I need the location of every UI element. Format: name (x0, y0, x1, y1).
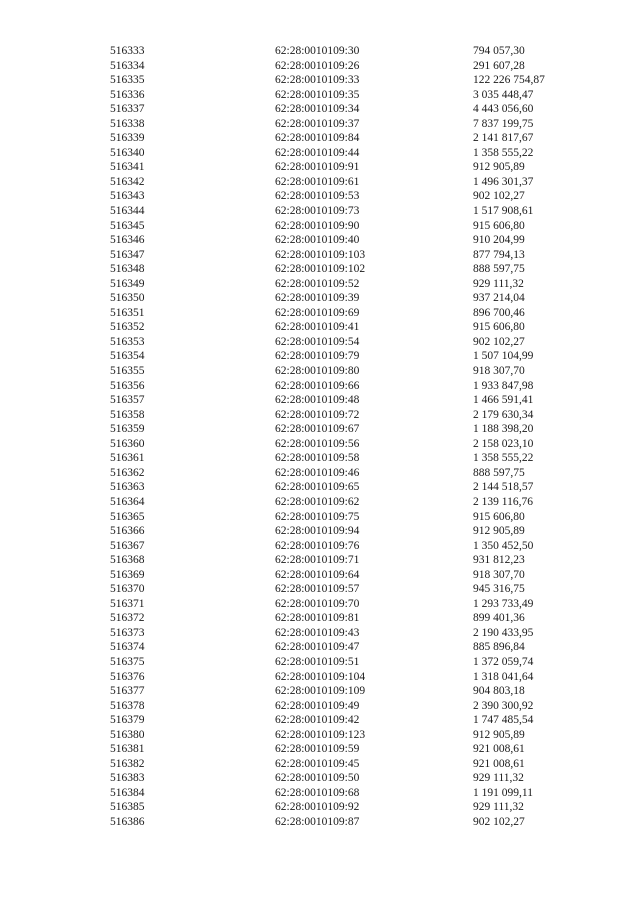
row-number: 516349 (110, 277, 145, 290)
cadastral-value: 1 466 591,41 (473, 394, 534, 407)
cadastral-value: 931 812,23 (473, 554, 525, 567)
cadastral-value: 937 214,04 (473, 292, 525, 305)
cadastral-value: 912 905,89 (473, 161, 525, 174)
cadastral-value: 915 606,80 (473, 510, 525, 523)
cadastral-number: 62:28:0010109:66 (275, 379, 360, 392)
row-number: 516354 (110, 350, 145, 363)
row-number: 516371 (110, 597, 145, 610)
table-row (110, 204, 570, 219)
table-row (110, 582, 570, 597)
row-number: 516346 (110, 234, 145, 247)
row-number: 516353 (110, 335, 145, 348)
row-number: 516369 (110, 568, 145, 581)
row-number: 516340 (110, 146, 145, 159)
row-number: 516374 (110, 641, 145, 654)
cadastral-number: 62:28:0010109:71 (275, 554, 360, 567)
cadastral-number: 62:28:0010109:39 (275, 292, 360, 305)
row-number: 516385 (110, 801, 145, 814)
row-number: 516355 (110, 365, 145, 378)
cadastral-value: 896 700,46 (473, 306, 525, 319)
cadastral-number: 62:28:0010109:90 (275, 219, 360, 232)
row-number: 516339 (110, 132, 145, 145)
cadastral-value: 1 507 104,99 (473, 350, 534, 363)
table-row (110, 233, 570, 248)
table-row (110, 291, 570, 306)
row-number: 516359 (110, 423, 145, 436)
table-row (110, 160, 570, 175)
cadastral-number: 62:28:0010109:26 (275, 59, 360, 72)
row-number: 516356 (110, 379, 145, 392)
cadastral-number: 62:28:0010109:47 (275, 641, 360, 654)
cadastral-value: 918 307,70 (473, 568, 525, 581)
cadastral-number: 62:28:0010109:75 (275, 510, 360, 523)
cadastral-number: 62:28:0010109:30 (275, 45, 360, 57)
row-number: 516375 (110, 655, 145, 668)
cadastral-value: 1 358 555,22 (473, 146, 534, 159)
table-row (110, 568, 570, 583)
table-row (110, 59, 570, 74)
row-number: 516341 (110, 161, 145, 174)
cadastral-value: 910 204,99 (473, 234, 525, 247)
cadastral-number: 62:28:0010109:58 (275, 452, 360, 465)
cadastral-number: 62:28:0010109:76 (275, 539, 360, 552)
cadastral-value: 291 607,28 (473, 59, 525, 72)
row-number: 516366 (110, 525, 145, 538)
table-row (110, 626, 570, 641)
cadastral-number: 62:28:0010109:33 (275, 74, 360, 87)
cadastral-number: 62:28:0010109:64 (275, 568, 360, 581)
row-number: 516347 (110, 248, 145, 261)
cadastral-value: 122 226 754,87 (473, 74, 545, 87)
table-row (110, 684, 570, 699)
row-number: 516334 (110, 59, 145, 72)
cadastral-number: 62:28:0010109:67 (275, 423, 360, 436)
cadastral-number: 62:28:0010109:87 (275, 815, 360, 828)
cadastral-number: 62:28:0010109:92 (275, 801, 360, 814)
row-number: 516386 (110, 815, 145, 828)
cadastral-number: 62:28:0010109:59 (275, 743, 360, 756)
table-row (110, 349, 570, 364)
cadastral-number: 62:28:0010109:80 (275, 365, 360, 378)
cadastral-value: 877 794,13 (473, 248, 525, 261)
row-number: 516367 (110, 539, 145, 552)
cadastral-number: 62:28:0010109:94 (275, 525, 360, 538)
table-row (110, 670, 570, 685)
cadastral-number: 62:28:0010109:72 (275, 408, 360, 421)
table-row (110, 437, 570, 452)
cadastral-value: 885 896,84 (473, 641, 525, 654)
table-row (110, 699, 570, 714)
row-number: 516372 (110, 612, 145, 625)
cadastral-value: 7 837 199,75 (473, 117, 534, 130)
table-row (110, 495, 570, 510)
cadastral-number: 62:28:0010109:70 (275, 597, 360, 610)
table-row (110, 800, 570, 815)
cadastral-number: 62:28:0010109:46 (275, 466, 360, 479)
table-row (110, 597, 570, 612)
cadastral-value: 915 606,80 (473, 321, 525, 334)
cadastral-value: 915 606,80 (473, 219, 525, 232)
cadastral-number: 62:28:0010109:41 (275, 321, 360, 334)
cadastral-value: 3 035 448,47 (473, 88, 534, 101)
cadastral-number: 62:28:0010109:34 (275, 103, 360, 116)
cadastral-value: 2 390 300,92 (473, 699, 534, 712)
table-row (110, 131, 570, 146)
cadastral-value: 2 141 817,67 (473, 132, 534, 145)
row-number: 516383 (110, 772, 145, 785)
row-number: 516338 (110, 117, 145, 130)
table-row (110, 277, 570, 292)
cadastral-number: 62:28:0010109:109 (275, 685, 366, 698)
cadastral-value: 1 517 908,61 (473, 205, 534, 218)
table-row (110, 539, 570, 554)
cadastral-number: 62:28:0010109:51 (275, 655, 360, 668)
row-number: 516364 (110, 495, 145, 508)
table-row (110, 175, 570, 190)
row-number: 516382 (110, 757, 145, 770)
cadastral-number: 62:28:0010109:54 (275, 335, 360, 348)
cadastral-number: 62:28:0010109:123 (275, 728, 366, 741)
cadastral-number: 62:28:0010109:35 (275, 88, 360, 101)
cadastral-number: 62:28:0010109:42 (275, 714, 360, 727)
cadastral-value: 1 372 059,74 (473, 655, 534, 668)
cadastral-value: 2 158 023,10 (473, 437, 534, 450)
table-row (110, 771, 570, 786)
cadastral-value: 921 008,61 (473, 757, 525, 770)
row-number: 516343 (110, 190, 145, 203)
table-row (110, 306, 570, 321)
row-number: 516368 (110, 554, 145, 567)
table-row (110, 742, 570, 757)
cadastral-value: 888 597,75 (473, 263, 525, 276)
row-number: 516365 (110, 510, 145, 523)
row-number: 516345 (110, 219, 145, 232)
table-row (110, 786, 570, 801)
table-row (110, 422, 570, 437)
row-number: 516344 (110, 205, 145, 218)
table-row (110, 713, 570, 728)
cadastral-value: 1 350 452,50 (473, 539, 534, 552)
cadastral-value: 1 293 733,49 (473, 597, 534, 610)
table-row (110, 815, 570, 830)
cadastral-value: 902 102,27 (473, 190, 525, 203)
table-row (110, 510, 570, 525)
cadastral-value: 904 803,18 (473, 685, 525, 698)
row-number: 516348 (110, 263, 145, 276)
table-row (110, 117, 570, 132)
row-number: 516363 (110, 481, 145, 494)
table-row (110, 728, 570, 743)
cadastral-value: 794 057,30 (473, 45, 525, 57)
cadastral-number: 62:28:0010109:43 (275, 626, 360, 639)
table-row (110, 757, 570, 772)
table-row (110, 248, 570, 263)
cadastral-value: 2 179 630,34 (473, 408, 534, 421)
cadastral-number: 62:28:0010109:53 (275, 190, 360, 203)
table-row (110, 73, 570, 88)
row-number: 516358 (110, 408, 145, 421)
table-row (110, 393, 570, 408)
cadastral-value: 2 139 116,76 (473, 495, 533, 508)
cadastral-number: 62:28:0010109:45 (275, 757, 360, 770)
table-row (110, 88, 570, 103)
cadastral-value: 1 318 041,64 (473, 670, 534, 683)
cadastral-value: 2 190 433,95 (473, 626, 534, 639)
cadastral-value: 902 102,27 (473, 335, 525, 348)
row-number: 516370 (110, 583, 145, 596)
cadastral-number: 62:28:0010109:81 (275, 612, 360, 625)
cadastral-value: 1 747 485,54 (473, 714, 534, 727)
cadastral-number: 62:28:0010109:57 (275, 583, 360, 596)
cadastral-value: 918 307,70 (473, 365, 525, 378)
row-number: 516350 (110, 292, 145, 305)
row-number: 516373 (110, 626, 145, 639)
cadastral-value: 902 102,27 (473, 815, 525, 828)
row-number: 516351 (110, 306, 145, 319)
table-row (110, 524, 570, 539)
table-row (110, 408, 570, 423)
cadastral-number: 62:28:0010109:68 (275, 786, 360, 799)
cadastral-value: 921 008,61 (473, 743, 525, 756)
cadastral-number: 62:28:0010109:79 (275, 350, 360, 363)
table-row (110, 451, 570, 466)
cadastral-value: 929 111,32 (473, 277, 524, 290)
row-number: 516378 (110, 699, 145, 712)
row-number: 516361 (110, 452, 145, 465)
row-number: 516335 (110, 74, 145, 87)
row-number: 516381 (110, 743, 145, 756)
cadastral-value: 929 111,32 (473, 801, 524, 814)
row-number: 516357 (110, 394, 145, 407)
row-number: 516376 (110, 670, 145, 683)
row-number: 516342 (110, 175, 145, 188)
table-row (110, 655, 570, 670)
row-number: 516377 (110, 685, 145, 698)
cadastral-value: 1 358 555,22 (473, 452, 534, 465)
cadastral-value: 1 496 301,37 (473, 175, 534, 188)
cadastral-number: 62:28:0010109:52 (275, 277, 360, 290)
row-number: 516380 (110, 728, 145, 741)
cadastral-number: 62:28:0010109:61 (275, 175, 360, 188)
row-number: 516384 (110, 786, 145, 799)
table-row (110, 379, 570, 394)
table-row (110, 466, 570, 481)
cadastral-number: 62:28:0010109:40 (275, 234, 360, 247)
table-row (110, 262, 570, 277)
cadastral-value: 2 144 518,57 (473, 481, 534, 494)
cadastral-value: 888 597,75 (473, 466, 525, 479)
cadastral-number: 62:28:0010109:91 (275, 161, 360, 174)
row-number: 516352 (110, 321, 145, 334)
row-number: 516360 (110, 437, 145, 450)
row-number: 516337 (110, 103, 145, 116)
cadastral-number: 62:28:0010109:84 (275, 132, 360, 145)
table-row (110, 640, 570, 655)
cadastral-value: 945 316,75 (473, 583, 525, 596)
table-row (110, 44, 570, 59)
cadastral-number: 62:28:0010109:104 (275, 670, 366, 683)
cadastral-number: 62:28:0010109:48 (275, 394, 360, 407)
row-number: 516336 (110, 88, 145, 101)
cadastral-value: 1 191 099,11 (473, 786, 533, 799)
cadastral-value: 1 188 398,20 (473, 423, 534, 436)
cadastral-value: 929 111,32 (473, 772, 524, 785)
table-row (110, 102, 570, 117)
table-row (110, 219, 570, 234)
table-row (110, 553, 570, 568)
table-row (110, 364, 570, 379)
cadastral-value: 899 401,36 (473, 612, 525, 625)
cadastral-number: 62:28:0010109:69 (275, 306, 360, 319)
table-row (110, 320, 570, 335)
cadastral-number: 62:28:0010109:49 (275, 699, 360, 712)
cadastral-value: 912 905,89 (473, 728, 525, 741)
table-row (110, 146, 570, 161)
table-row (110, 480, 570, 495)
table-row (110, 335, 570, 350)
table-row (110, 611, 570, 626)
cadastral-value: 4 443 056,60 (473, 103, 534, 116)
cadastral-number: 62:28:0010109:62 (275, 495, 360, 508)
cadastral-number: 62:28:0010109:37 (275, 117, 360, 130)
row-number: 516362 (110, 466, 145, 479)
cadastral-number: 62:28:0010109:103 (275, 248, 366, 261)
row-number: 516333 (110, 45, 145, 57)
cadastral-number: 62:28:0010109:102 (275, 263, 366, 276)
data-table (110, 44, 570, 830)
cadastral-number: 62:28:0010109:56 (275, 437, 360, 450)
cadastral-number: 62:28:0010109:65 (275, 481, 360, 494)
cadastral-number: 62:28:0010109:50 (275, 772, 360, 785)
table-row (110, 189, 570, 204)
row-number: 516379 (110, 714, 145, 727)
cadastral-value: 912 905,89 (473, 525, 525, 538)
cadastral-value: 1 933 847,98 (473, 379, 534, 392)
cadastral-number: 62:28:0010109:73 (275, 205, 360, 218)
cadastral-number: 62:28:0010109:44 (275, 146, 360, 159)
